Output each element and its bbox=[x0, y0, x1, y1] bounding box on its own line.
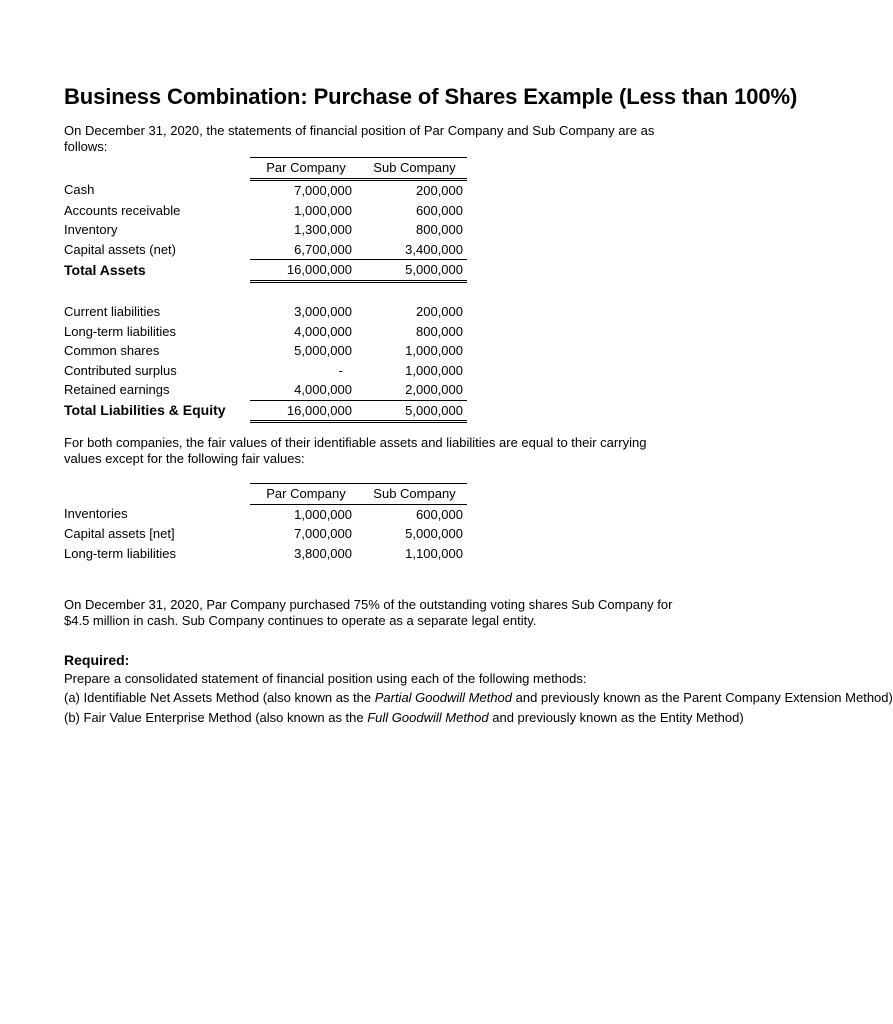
table-row bbox=[64, 322, 467, 342]
row-label: Capital assets (net) bbox=[64, 241, 176, 257]
table-row bbox=[64, 524, 467, 544]
sub-value: 1,100,000 bbox=[405, 545, 463, 561]
row-label: Contributed surplus bbox=[64, 362, 177, 378]
row-label: Inventories bbox=[64, 506, 128, 522]
method-a-suffix: and previously known as the Parent Company Extension Method) bbox=[512, 690, 893, 705]
sub-value: 600,000 bbox=[416, 202, 463, 218]
total-liabilities-label: Total Liabilities & Equity bbox=[64, 402, 226, 418]
par-value: 5,000,000 bbox=[294, 343, 352, 358]
table-row bbox=[64, 544, 467, 564]
fair-value-intro-text: For both companies, the fair values of their identifiable assets and liabilities are equal to their carrying values except for the following fair values: bbox=[64, 435, 647, 466]
table-row bbox=[64, 180, 467, 201]
par-value: 16,000,000 bbox=[286, 262, 352, 277]
method-a-italic: Partial Goodwill Method bbox=[374, 690, 513, 705]
total-liabilities-row bbox=[64, 400, 467, 422]
table-row bbox=[64, 302, 467, 322]
sub-value: 2,000,000 bbox=[405, 382, 463, 397]
method-b-text bbox=[64, 710, 744, 726]
sub-value: 3,400,000 bbox=[405, 241, 463, 257]
par-value: 1,300,000 bbox=[294, 222, 352, 237]
table-row bbox=[64, 341, 467, 361]
row-label: Long-term liabilities bbox=[64, 323, 176, 339]
par-value: 4,000,000 bbox=[294, 382, 352, 397]
column-header-sub: Sub Company bbox=[362, 484, 467, 505]
table-row bbox=[64, 220, 467, 240]
table-row bbox=[64, 504, 467, 524]
sub-value: 5,000,000 bbox=[405, 526, 463, 541]
sub-value: 200,000 bbox=[416, 304, 463, 319]
par-value: 3,800,000 bbox=[294, 545, 352, 561]
par-value: 1,000,000 bbox=[294, 202, 352, 218]
table-header-row bbox=[64, 158, 467, 180]
par-value: - bbox=[338, 362, 343, 378]
method-b-suffix: and previously known as the Entity Method) bbox=[488, 710, 744, 725]
total-assets-row bbox=[64, 260, 467, 282]
par-value: 3,000,000 bbox=[294, 304, 352, 319]
sub-value: 5,000,000 bbox=[405, 262, 463, 277]
par-value: 7,000,000 bbox=[294, 526, 352, 541]
par-value: 1,000,000 bbox=[294, 506, 352, 522]
total-assets-label: Total Assets bbox=[64, 261, 146, 278]
sub-value: 1,000,000 bbox=[405, 362, 463, 378]
sub-value: 600,000 bbox=[416, 506, 463, 522]
par-value: 7,000,000 bbox=[294, 183, 352, 198]
required-text: Prepare a consolidated statement of financial position using each of the following methods: bbox=[64, 671, 587, 686]
column-header-par: Par Company bbox=[250, 484, 362, 505]
row-label: Inventory bbox=[64, 222, 118, 237]
fair-value-table bbox=[64, 483, 467, 563]
column-header-par: Par Company bbox=[250, 158, 362, 180]
sub-value: 5,000,000 bbox=[405, 402, 463, 418]
purchase-text: On December 31, 2020, Par Company purchased 75% of the outstanding voting shares Sub Company for $4.5 million in cash. Sub Company continues to operate as a separate legal entity. bbox=[64, 597, 673, 628]
sub-value: 800,000 bbox=[416, 222, 463, 237]
row-label: Current liabilities bbox=[64, 304, 161, 319]
row-label: Retained earnings bbox=[64, 382, 170, 398]
sub-value: 800,000 bbox=[416, 323, 463, 339]
sub-value: 200,000 bbox=[416, 183, 463, 198]
intro-text: On December 31, 2020, the statements of financial position of Par Company and Sub Company are as follows: bbox=[64, 123, 655, 154]
table-row bbox=[64, 380, 467, 400]
column-header-sub: Sub Company bbox=[362, 158, 467, 180]
row-label: Common shares bbox=[64, 343, 160, 358]
table-header-row bbox=[64, 484, 467, 505]
table-row bbox=[64, 240, 467, 260]
row-label: Long-term liabilities bbox=[64, 545, 176, 561]
method-b-prefix: (b) Fair Value Enterprise Method (also known as the bbox=[64, 710, 368, 725]
page-title: Business Combination: Purchase of Shares Example (Less than 100%) bbox=[64, 84, 798, 109]
required-label: Required: bbox=[64, 652, 130, 668]
table-row bbox=[64, 201, 467, 221]
par-value: 16,000,000 bbox=[286, 402, 352, 418]
row-label: Capital assets [net] bbox=[64, 526, 175, 541]
par-value: 4,000,000 bbox=[294, 323, 352, 339]
par-value: 6,700,000 bbox=[294, 241, 352, 257]
row-label: Cash bbox=[64, 182, 95, 198]
method-b-italic: Full Goodwill Method bbox=[367, 710, 489, 725]
method-a-text bbox=[64, 690, 893, 706]
row-label: Accounts receivable bbox=[64, 202, 181, 218]
table-row bbox=[64, 361, 467, 381]
method-a-prefix: (a) Identifiable Net Assets Method (also known as the bbox=[64, 690, 375, 705]
financial-position-table bbox=[64, 157, 467, 423]
sub-value: 1,000,000 bbox=[405, 343, 463, 358]
